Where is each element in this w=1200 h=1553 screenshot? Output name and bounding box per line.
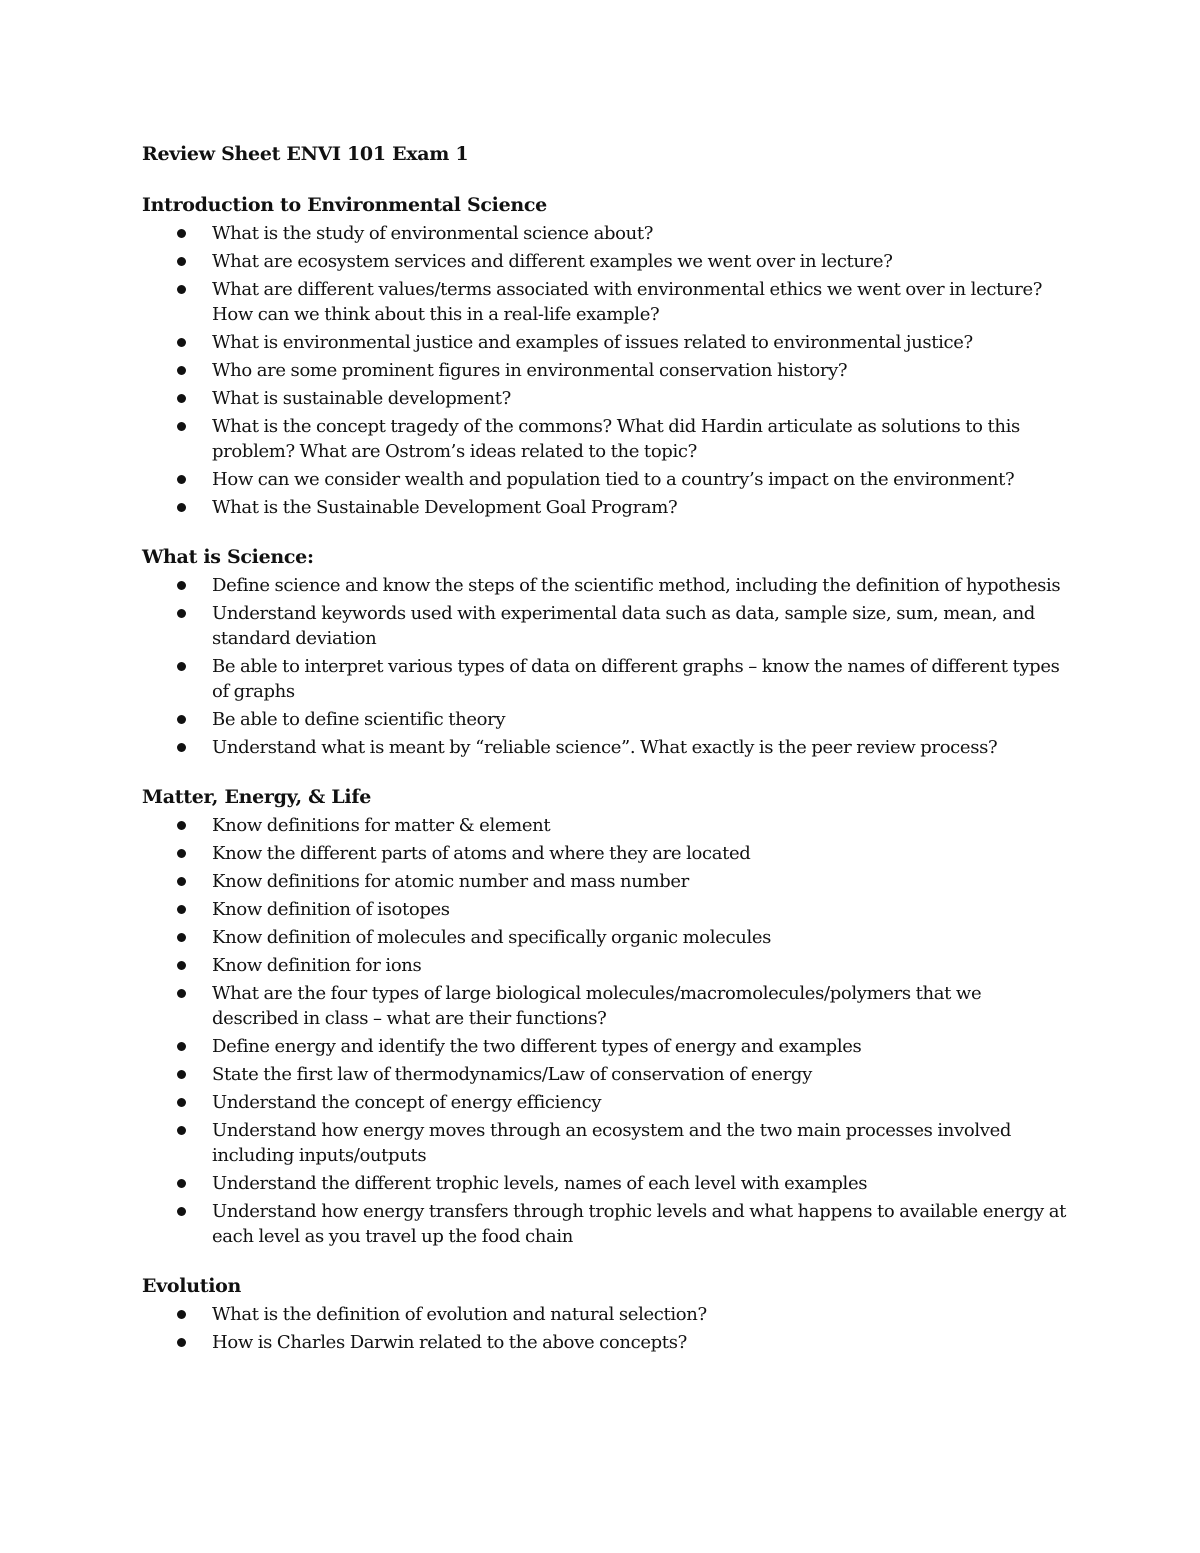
bullet-icon <box>177 475 186 484</box>
section-heading: What is Science: <box>142 546 314 568</box>
list-item <box>142 1199 1072 1249</box>
list-item-text: Know definitions for matter & element <box>212 815 551 836</box>
list-item-text: Be able to define scientific theory <box>212 709 506 730</box>
bullet-icon <box>177 1207 186 1216</box>
bullet-icon <box>177 285 186 294</box>
list-item-text: What is the study of environmental science about? <box>212 223 654 244</box>
list-item-text: Define science and know the steps of the scientific method, including the definition of hypothesis <box>212 575 1061 596</box>
bullet-list <box>142 1302 1072 1355</box>
bullet-icon <box>177 933 186 942</box>
list-item <box>142 1090 1072 1115</box>
bullet-icon <box>177 338 186 347</box>
list-item-text: Understand how energy transfers through trophic levels and what happens to available energy at each level as you travel up the food chain <box>212 1201 1066 1247</box>
bullet-icon <box>177 366 186 375</box>
bullet-icon <box>177 503 186 512</box>
list-item-text: Know the different parts of atoms and where they are located <box>212 843 751 864</box>
list-item <box>142 1302 1072 1327</box>
bullet-icon <box>177 961 186 970</box>
list-item <box>142 601 1072 651</box>
list-item-text: What is the Sustainable Development Goal Program? <box>212 497 678 518</box>
list-item-text: Know definition for ions <box>212 955 422 976</box>
sections-container <box>142 192 1072 1355</box>
list-item-text: Know definitions for atomic number and mass number <box>212 871 689 892</box>
bullet-list <box>142 221 1072 520</box>
bullet-icon <box>177 1126 186 1135</box>
list-item <box>142 869 1072 894</box>
bullet-icon <box>177 821 186 830</box>
list-item-text: How is Charles Darwin related to the above concepts? <box>212 1332 687 1353</box>
list-item-text: Understand the different trophic levels, names of each level with examples <box>212 1173 868 1194</box>
list-item <box>142 813 1072 838</box>
bullet-icon <box>177 422 186 431</box>
bullet-icon <box>177 989 186 998</box>
list-item-text: What is the definition of evolution and natural selection? <box>212 1304 707 1325</box>
list-item <box>142 249 1072 274</box>
list-item-text: What are ecosystem services and different examples we went over in lecture? <box>212 251 893 272</box>
list-item-text: Define energy and identify the two different types of energy and examples <box>212 1036 862 1057</box>
list-item-text: Who are some prominent figures in environmental conservation history? <box>212 360 848 381</box>
bullet-icon <box>177 877 186 886</box>
list-item <box>142 981 1072 1031</box>
list-item <box>142 925 1072 950</box>
list-item <box>142 897 1072 922</box>
list-item-text: Understand the concept of energy efficiency <box>212 1092 602 1113</box>
bullet-icon <box>177 905 186 914</box>
list-item <box>142 495 1072 520</box>
section <box>142 192 1072 520</box>
bullet-icon <box>177 1338 186 1347</box>
list-item-text: What is environmental justice and examples of issues related to environmental justice? <box>212 332 973 353</box>
list-item <box>142 358 1072 383</box>
section-heading: Matter, Energy, & Life <box>142 786 371 808</box>
list-item <box>142 1034 1072 1059</box>
list-item <box>142 573 1072 598</box>
list-item-text: Understand how energy moves through an ecosystem and the two main processes involved including inputs/outputs <box>212 1120 1012 1166</box>
list-item <box>142 414 1072 464</box>
bullet-list <box>142 813 1072 1249</box>
list-item-text: Know definition of isotopes <box>212 899 450 920</box>
list-item <box>142 277 1072 327</box>
list-item <box>142 735 1072 760</box>
section-heading: Introduction to Environmental Science <box>142 194 547 216</box>
bullet-icon <box>177 1179 186 1188</box>
document-title: Review Sheet ENVI 101 Exam 1 <box>142 143 469 165</box>
list-item-text: What is sustainable development? <box>212 388 511 409</box>
document-page <box>142 141 1072 1379</box>
bullet-icon <box>177 1042 186 1051</box>
list-item <box>142 841 1072 866</box>
bullet-icon <box>177 394 186 403</box>
list-item <box>142 1118 1072 1168</box>
bullet-icon <box>177 581 186 590</box>
list-item <box>142 654 1072 704</box>
list-item-text: State the first law of thermodynamics/Law of conservation of energy <box>212 1064 812 1085</box>
list-item-text: What are the four types of large biological molecules/macromolecules/polymers that we described in class – what are their functions? <box>212 983 982 1029</box>
section <box>142 784 1072 1249</box>
list-item <box>142 386 1072 411</box>
list-item <box>142 1330 1072 1355</box>
bullet-icon <box>177 257 186 266</box>
bullet-icon <box>177 715 186 724</box>
list-item <box>142 1171 1072 1196</box>
section <box>142 544 1072 760</box>
bullet-icon <box>177 743 186 752</box>
list-item-text: Be able to interpret various types of data on different graphs – know the names of different types of graphs <box>212 656 1060 702</box>
bullet-icon <box>177 849 186 858</box>
list-item <box>142 221 1072 246</box>
bullet-icon <box>177 1098 186 1107</box>
list-item <box>142 953 1072 978</box>
list-item-text: What are different values/terms associated with environmental ethics we went over in lecture? How can we think about this in a real-life example? <box>212 279 1043 325</box>
list-item <box>142 330 1072 355</box>
list-item <box>142 1062 1072 1087</box>
list-item-text: Understand keywords used with experimental data such as data, sample size, sum, mean, and standard deviation <box>212 603 1035 649</box>
list-item <box>142 707 1072 732</box>
list-item-text: What is the concept tragedy of the commons? What did Hardin articulate as solutions to this problem? What are Ostrom’s ideas related to the topic? <box>212 416 1020 462</box>
bullet-icon <box>177 1310 186 1319</box>
list-item-text: Know definition of molecules and specifically organic molecules <box>212 927 772 948</box>
list-item-text: Understand what is meant by “reliable science”. What exactly is the peer review process? <box>212 737 998 758</box>
list-item <box>142 467 1072 492</box>
section-heading: Evolution <box>142 1275 242 1297</box>
bullet-list <box>142 573 1072 760</box>
section <box>142 1273 1072 1355</box>
bullet-icon <box>177 229 186 238</box>
bullet-icon <box>177 609 186 618</box>
list-item-text: How can we consider wealth and population tied to a country’s impact on the environment? <box>212 469 1015 490</box>
bullet-icon <box>177 662 186 671</box>
bullet-icon <box>177 1070 186 1079</box>
